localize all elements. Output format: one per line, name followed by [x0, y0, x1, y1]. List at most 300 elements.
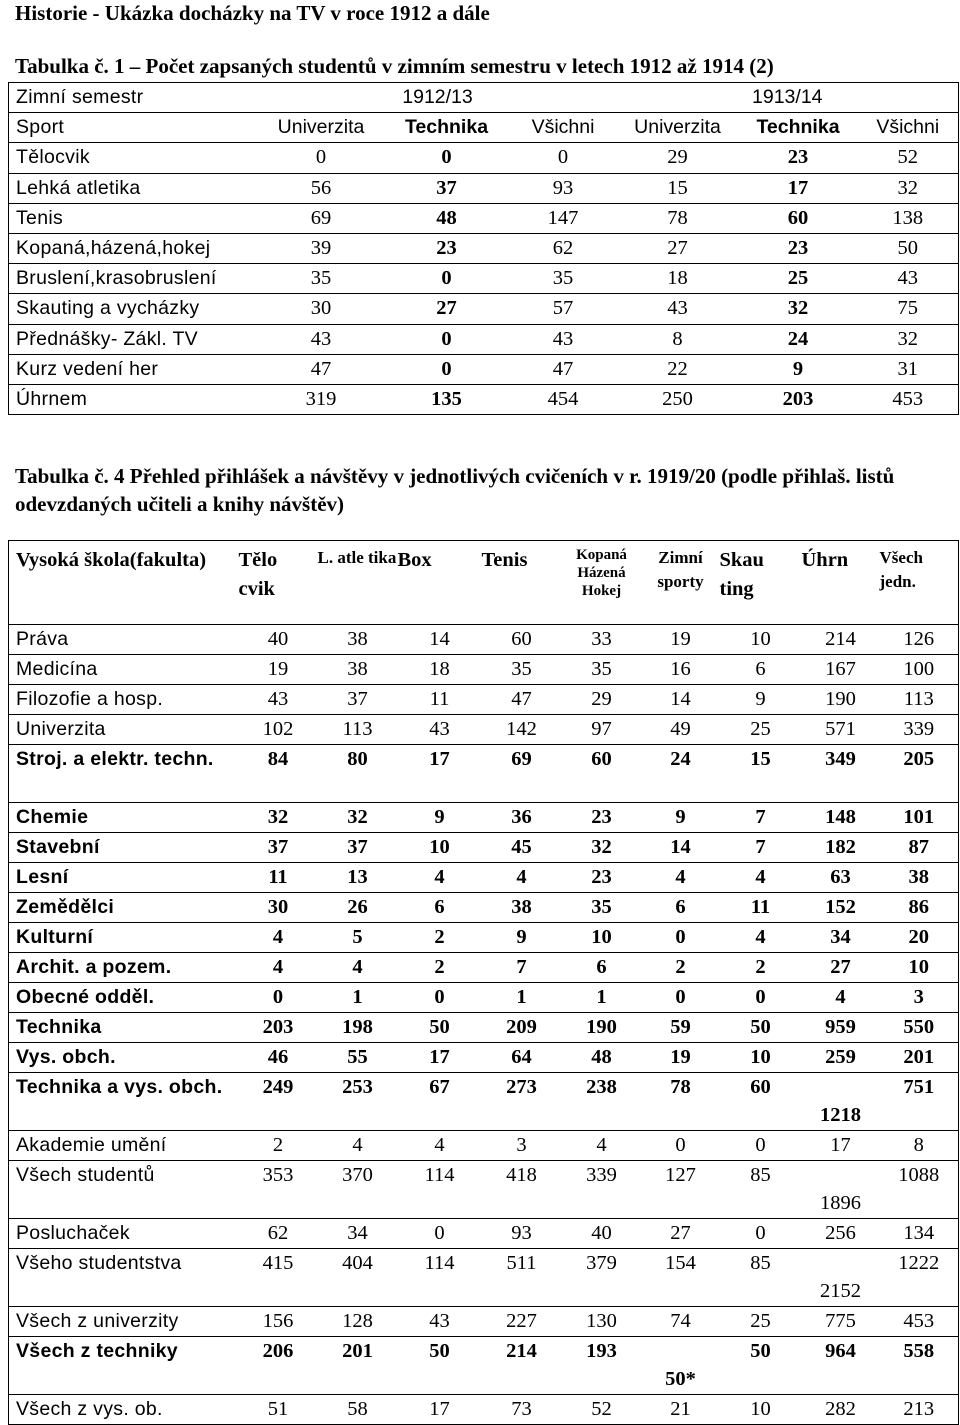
table-cell: 32	[318, 803, 398, 833]
table-cell: 550	[880, 1013, 959, 1043]
table-cell: 558	[880, 1337, 959, 1395]
table-cell: 454	[510, 384, 617, 414]
table-cell: 100	[880, 655, 959, 685]
table-cell: 353	[239, 1161, 318, 1219]
table-cell: 50	[720, 1337, 802, 1395]
table-cell: 4	[720, 923, 802, 953]
table-cell: 4	[482, 863, 562, 893]
table-cell: 17	[398, 1043, 482, 1073]
table-cell: 23	[739, 143, 858, 173]
table-cell: 8	[617, 324, 739, 354]
row-label: Všech z univerzity	[9, 1307, 239, 1337]
table-cell: 38	[482, 893, 562, 923]
table-row	[9, 833, 959, 863]
table1-column-header-row	[9, 113, 959, 143]
table-cell: 142	[482, 715, 562, 745]
table-cell: 2152	[802, 1249, 880, 1307]
table-cell: 16	[642, 655, 720, 685]
table-cell: 249	[239, 1073, 318, 1131]
col-header-telocvik: Tělo cvik	[239, 541, 318, 625]
table-cell: 9	[642, 803, 720, 833]
table-cell: 27	[642, 1219, 720, 1249]
table-cell: 775	[802, 1307, 880, 1337]
table-cell: 193	[562, 1337, 642, 1395]
col-header-skauting: Skau ting	[720, 541, 802, 625]
col-header-uhrn: Úhrn	[802, 541, 880, 625]
table-cell: 114	[398, 1161, 482, 1219]
table-cell: 209	[482, 1013, 562, 1043]
table-cell: 3	[880, 983, 959, 1013]
year-1912-13: 1912/13	[259, 83, 617, 113]
table-cell: 0	[398, 1219, 482, 1249]
table-cell: 238	[562, 1073, 642, 1131]
table-cell: 0	[239, 983, 318, 1013]
table-cell: 4	[720, 863, 802, 893]
table-cell: 93	[482, 1219, 562, 1249]
table-cell: 9	[739, 354, 858, 384]
table-cell: 25	[739, 264, 858, 294]
table-cell: 75	[858, 294, 959, 324]
row-label: Tělocvik	[9, 143, 259, 173]
table-cell: 282	[802, 1395, 880, 1425]
table-cell: 43	[398, 715, 482, 745]
table-cell: 62	[510, 233, 617, 263]
table-cell: 0	[384, 324, 510, 354]
col-header-kopana-hazena-hokej: Kopaná Házená Hokej	[562, 541, 642, 625]
table-cell: 511	[482, 1249, 562, 1307]
table-cell: 102	[239, 715, 318, 745]
table-cell: 259	[802, 1043, 880, 1073]
table-row	[9, 1043, 959, 1073]
table-cell: 418	[482, 1161, 562, 1219]
table-cell: 21	[642, 1395, 720, 1425]
table-cell: 256	[802, 1219, 880, 1249]
table-cell: 52	[858, 143, 959, 173]
table-cell: 22	[617, 354, 739, 384]
table-cell: 10	[398, 833, 482, 863]
table-row	[9, 803, 959, 833]
table-cell: 0	[720, 1219, 802, 1249]
table-cell: 59	[642, 1013, 720, 1043]
table-cell: 27	[384, 294, 510, 324]
semester-label: Zimní semestr	[9, 83, 259, 113]
table-row	[9, 655, 959, 685]
table-cell: 964	[802, 1337, 880, 1395]
row-label: Technika a vys. obch.	[9, 1073, 239, 1131]
row-label: Kopaná,házená,hokej	[9, 233, 259, 263]
col-header-sport: Sport	[9, 113, 259, 143]
table-cell: 37	[384, 173, 510, 203]
table-cell: 43	[858, 264, 959, 294]
table-cell: 10	[880, 953, 959, 983]
table-cell: 370	[318, 1161, 398, 1219]
table-cell: 201	[318, 1337, 398, 1395]
table-cell: 34	[802, 923, 880, 953]
table-cell: 56	[259, 173, 384, 203]
enrollment-table-1912-1914	[8, 82, 959, 415]
table-cell: 43	[617, 294, 739, 324]
table-cell: 15	[617, 173, 739, 203]
table-cell: 156	[239, 1307, 318, 1337]
table-cell: 11	[398, 685, 482, 715]
table-cell: 2	[398, 923, 482, 953]
row-label: Technika	[9, 1013, 239, 1043]
table-cell: 453	[880, 1307, 959, 1337]
table-cell: 32	[562, 833, 642, 863]
table-cell: 213	[880, 1395, 959, 1425]
table-cell: 4	[642, 863, 720, 893]
table-cell: 126	[880, 625, 959, 655]
table-cell: 24	[739, 324, 858, 354]
table-cell: 127	[642, 1161, 720, 1219]
table-cell: 24	[642, 745, 720, 803]
table-cell: 114	[398, 1249, 482, 1307]
table1-caption: Tabulka č. 1 – Počet zapsaných studentů v zimním semestru v letech 1912 až 1914 (2)	[15, 54, 774, 78]
table-cell: 205	[880, 745, 959, 803]
table-cell: 404	[318, 1249, 398, 1307]
table-cell: 35	[562, 655, 642, 685]
table-cell: 64	[482, 1043, 562, 1073]
table-cell: 97	[562, 715, 642, 745]
table-cell: 128	[318, 1307, 398, 1337]
table-row	[9, 173, 959, 203]
table-cell: 46	[239, 1043, 318, 1073]
table-cell: 18	[398, 655, 482, 685]
table-row	[9, 1161, 959, 1219]
table-row	[9, 1337, 959, 1395]
table-cell: 26	[318, 893, 398, 923]
table-cell: 4	[239, 953, 318, 983]
table-row	[9, 324, 959, 354]
table-cell: 9	[482, 923, 562, 953]
table-cell: 2	[239, 1131, 318, 1161]
row-label: Stroj. a elektr. techn.	[9, 745, 239, 803]
table-cell: 571	[802, 715, 880, 745]
table-cell: 60	[720, 1073, 802, 1131]
table-cell: 20	[880, 923, 959, 953]
table-cell: 43	[398, 1307, 482, 1337]
table-cell: 147	[510, 203, 617, 233]
table-cell: 32	[739, 294, 858, 324]
table-cell: 63	[802, 863, 880, 893]
table-cell: 58	[318, 1395, 398, 1425]
table-cell: 206	[239, 1337, 318, 1395]
table-row	[9, 1307, 959, 1337]
row-label: Obecné odděl.	[9, 983, 239, 1013]
table-cell: 60	[739, 203, 858, 233]
table-cell: 57	[510, 294, 617, 324]
table-row	[9, 685, 959, 715]
table-row	[9, 923, 959, 953]
table-cell: 37	[318, 685, 398, 715]
table-cell: 135	[384, 384, 510, 414]
table-cell: 0	[384, 264, 510, 294]
table-cell: 2	[720, 953, 802, 983]
table-cell: 50	[858, 233, 959, 263]
table-cell: 203	[239, 1013, 318, 1043]
row-label: Tenis	[9, 203, 259, 233]
table-cell: 4	[239, 923, 318, 953]
table-cell: 40	[239, 625, 318, 655]
table-cell: 751	[880, 1073, 959, 1131]
table-row	[9, 745, 959, 803]
table-cell: 10	[562, 923, 642, 953]
row-label: Zemědělci	[9, 893, 239, 923]
row-label: Kurz vedení her	[9, 354, 259, 384]
row-label: Univerzita	[9, 715, 239, 745]
table-cell: 0	[398, 983, 482, 1013]
table-cell: 45	[482, 833, 562, 863]
table-cell: 6	[562, 953, 642, 983]
table-cell: 11	[239, 863, 318, 893]
table-cell: 154	[642, 1249, 720, 1307]
table-row	[9, 294, 959, 324]
table-cell: 43	[259, 324, 384, 354]
table-cell: 35	[562, 893, 642, 923]
table-cell: 17	[398, 745, 482, 803]
row-label: Bruslení,krasobruslení	[9, 264, 259, 294]
table-cell: 1	[562, 983, 642, 1013]
table-cell: 38	[880, 863, 959, 893]
col-header-lehka-atletika: L. atle tika	[318, 541, 398, 625]
col-header-technika: Technika	[384, 113, 510, 143]
row-label: Stavební	[9, 833, 239, 863]
table-row	[9, 953, 959, 983]
table-cell: 7	[720, 833, 802, 863]
table-cell: 18	[617, 264, 739, 294]
table-cell: 379	[562, 1249, 642, 1307]
table-cell: 182	[802, 833, 880, 863]
table-cell: 47	[510, 354, 617, 384]
table-cell: 250	[617, 384, 739, 414]
table-cell: 4	[398, 1131, 482, 1161]
table-cell: 6	[720, 655, 802, 685]
table-cell: 30	[239, 893, 318, 923]
table-cell: 51	[239, 1395, 318, 1425]
col-header-technika: Technika	[739, 113, 858, 143]
table-cell: 86	[880, 893, 959, 923]
row-label: Posluchaček	[9, 1219, 239, 1249]
table-cell: 34	[318, 1219, 398, 1249]
table-cell: 35	[259, 264, 384, 294]
table1-year-header-row	[9, 83, 959, 113]
table-cell: 1	[482, 983, 562, 1013]
table-cell: 49	[642, 715, 720, 745]
table-cell: 93	[510, 173, 617, 203]
table-cell: 27	[617, 233, 739, 263]
row-label: Všech studentů	[9, 1161, 239, 1219]
table-cell: 74	[642, 1307, 720, 1337]
col-header-tenis: Tenis	[482, 541, 562, 625]
table-row	[9, 143, 959, 173]
table-cell: 101	[880, 803, 959, 833]
col-header-vysoka-skola: Vysoká škola(fakulta)	[9, 541, 239, 625]
table-row	[9, 1073, 959, 1131]
table-row	[9, 1249, 959, 1307]
table-cell: 25	[720, 1307, 802, 1337]
table-cell: 190	[802, 685, 880, 715]
table-cell: 19	[239, 655, 318, 685]
table-cell: 11	[720, 893, 802, 923]
table-cell: 87	[880, 833, 959, 863]
table-cell: 17	[802, 1131, 880, 1161]
table-row	[9, 203, 959, 233]
table-cell: 29	[617, 143, 739, 173]
table-cell: 67	[398, 1073, 482, 1131]
table-cell: 10	[720, 1043, 802, 1073]
table-cell: 214	[802, 625, 880, 655]
table-row	[9, 354, 959, 384]
col-header-vsech-jedn: Všech jedn.	[880, 541, 959, 625]
col-header-univerzita: Univerzita	[617, 113, 739, 143]
table-cell: 0	[259, 143, 384, 173]
table-cell: 69	[259, 203, 384, 233]
row-label: Akademie umění	[9, 1131, 239, 1161]
table-cell: 201	[880, 1043, 959, 1073]
table-cell: 138	[858, 203, 959, 233]
row-label: Práva	[9, 625, 239, 655]
table-cell: 78	[617, 203, 739, 233]
table-cell: 0	[384, 354, 510, 384]
page-title: Historie - Ukázka docházky na TV v roce 1912 a dále	[15, 1, 490, 25]
table-cell: 48	[384, 203, 510, 233]
col-header-box: Box	[398, 541, 482, 625]
table-cell: 113	[880, 685, 959, 715]
table-cell: 10	[720, 1395, 802, 1425]
row-label: Všech z techniky	[9, 1337, 239, 1395]
row-label: Medicína	[9, 655, 239, 685]
table-row	[9, 233, 959, 263]
table-cell: 198	[318, 1013, 398, 1043]
table-cell: 29	[562, 685, 642, 715]
table-cell: 35	[482, 655, 562, 685]
table-cell: 1222	[880, 1249, 959, 1307]
table-cell: 37	[239, 833, 318, 863]
table-cell: 6	[398, 893, 482, 923]
table-cell: 85	[720, 1161, 802, 1219]
table-cell: 32	[858, 173, 959, 203]
table-cell: 69	[482, 745, 562, 803]
table-row	[9, 983, 959, 1013]
table-cell: 453	[858, 384, 959, 414]
table-cell: 7	[720, 803, 802, 833]
row-label: Všeho studentstva	[9, 1249, 239, 1307]
table-cell: 0	[720, 983, 802, 1013]
table-cell: 60	[482, 625, 562, 655]
table-cell: 227	[482, 1307, 562, 1337]
table-row	[9, 715, 959, 745]
row-label: Filozofie a hosp.	[9, 685, 239, 715]
table-cell: 50	[720, 1013, 802, 1043]
table-cell: 33	[562, 625, 642, 655]
table-row	[9, 1395, 959, 1425]
table-cell: 4	[318, 953, 398, 983]
table-cell: 23	[562, 863, 642, 893]
table-cell: 9	[720, 685, 802, 715]
row-label: Vys. obch.	[9, 1043, 239, 1073]
table-cell: 8	[880, 1131, 959, 1161]
table-cell: 10	[720, 625, 802, 655]
table-cell: 48	[562, 1043, 642, 1073]
table-row	[9, 1219, 959, 1249]
table-cell: 14	[398, 625, 482, 655]
col-header-vsichni: Všichni	[510, 113, 617, 143]
table-cell: 80	[318, 745, 398, 803]
table-cell: 50	[398, 1337, 482, 1395]
table-cell: 50*	[642, 1337, 720, 1395]
table-row	[9, 863, 959, 893]
row-label: Skauting a vycházky	[9, 294, 259, 324]
table-row	[9, 1131, 959, 1161]
table-cell: 60	[562, 745, 642, 803]
attendance-table-1919-20	[8, 540, 959, 1425]
table-cell: 27	[802, 953, 880, 983]
row-label: Přednášky- Zákl. TV	[9, 324, 259, 354]
table-cell: 39	[259, 233, 384, 263]
table-cell: 0	[384, 143, 510, 173]
table-cell: 4	[562, 1131, 642, 1161]
table-row	[9, 384, 959, 414]
table-cell: 50	[398, 1013, 482, 1043]
table-row	[9, 893, 959, 923]
col-header-vsichni: Všichni	[858, 113, 959, 143]
table-cell: 19	[642, 625, 720, 655]
table-cell: 1088	[880, 1161, 959, 1219]
table-cell: 78	[642, 1073, 720, 1131]
table-cell: 134	[880, 1219, 959, 1249]
table-cell: 2	[398, 953, 482, 983]
table-cell: 0	[642, 923, 720, 953]
table-cell: 52	[562, 1395, 642, 1425]
table-cell: 339	[562, 1161, 642, 1219]
table-cell: 17	[739, 173, 858, 203]
table-cell: 0	[720, 1131, 802, 1161]
table-cell: 0	[642, 1131, 720, 1161]
table-cell: 38	[318, 655, 398, 685]
row-label: Úhrnem	[9, 384, 259, 414]
table-cell: 130	[562, 1307, 642, 1337]
table-cell: 4	[398, 863, 482, 893]
table-cell: 17	[398, 1395, 482, 1425]
table-cell: 7	[482, 953, 562, 983]
table-row	[9, 264, 959, 294]
table-cell: 959	[802, 1013, 880, 1043]
year-1913-14: 1913/14	[617, 83, 959, 113]
table2-caption: Tabulka č. 4 Přehled přihlášek a návštěvy v jednotlivých cvičeních v r. 1919/20 (podle přihlaš. listů odevzdaných učiteli a knihy návštěv)	[15, 464, 895, 516]
table-cell: 349	[802, 745, 880, 803]
table-row	[9, 625, 959, 655]
table-cell: 4	[802, 983, 880, 1013]
table-cell: 319	[259, 384, 384, 414]
table-cell: 113	[318, 715, 398, 745]
table-cell: 40	[562, 1219, 642, 1249]
table-cell: 19	[642, 1043, 720, 1073]
table-cell: 190	[562, 1013, 642, 1043]
table-cell: 38	[318, 625, 398, 655]
table-cell: 167	[802, 655, 880, 685]
table-cell: 25	[720, 715, 802, 745]
table-cell: 4	[318, 1131, 398, 1161]
row-label: Chemie	[9, 803, 239, 833]
table-cell: 36	[482, 803, 562, 833]
table-cell: 152	[802, 893, 880, 923]
table-cell: 253	[318, 1073, 398, 1131]
table-cell: 32	[239, 803, 318, 833]
table-cell: 339	[880, 715, 959, 745]
row-label: Kulturní	[9, 923, 239, 953]
row-label: Lehká atletika	[9, 173, 259, 203]
table-row	[9, 1013, 959, 1043]
